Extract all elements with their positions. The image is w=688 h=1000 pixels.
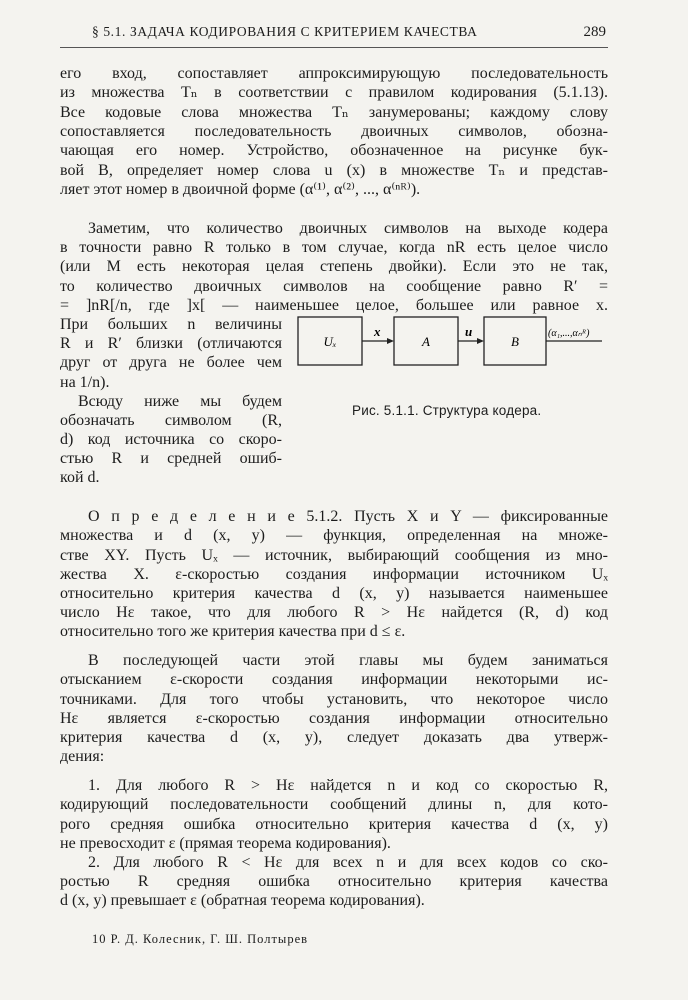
header-divider — [60, 47, 608, 48]
text-line: R и R′ близки (отличаются — [60, 335, 282, 352]
footer-signature: 10 Р. Д. Колесник, Г. Ш. Полтырев — [92, 932, 309, 946]
text-line: Hε является ε-скоростью создания информации относительно — [60, 710, 608, 727]
page-number: 289 — [583, 24, 606, 40]
text-line: на 1/n). — [60, 374, 110, 391]
text-line: точниками. Для того чтобы установить, что некоторое число — [60, 691, 608, 708]
arrow-x-label: x — [374, 324, 381, 339]
text-line: относительно того же критерия качества при d ≤ ε. — [60, 623, 406, 640]
text-line: его вход, сопоставляет аппроксимирующую последовательность — [60, 65, 608, 82]
arrow-u-label: u — [465, 324, 473, 339]
text-line: О п р е д е л е н и е 5.1.2. Пусть X и Y — фиксированные — [88, 508, 608, 525]
text-line: из множества Tₙ в соответствии с правилом кодирования (5.1.13). — [60, 84, 608, 101]
text-line: 2. Для любого R < Hε для всех n и для всех кодов со ско- — [88, 854, 608, 871]
source-label: Uₓ — [323, 334, 337, 349]
text-line: рого средняя ошибка относительно критерия качества d (x, y) — [60, 816, 608, 833]
text-line: жества X. ε-скоростью создания информации источником Uₓ — [60, 566, 608, 583]
text-line: = ]nR[/n, где ]x[ — наименьшее целое, большее или равное x. — [60, 297, 608, 314]
text-line: вой B, определяет номер слова u (x) в множестве Tₙ и представ- — [60, 162, 608, 179]
text-line: кой d. — [60, 469, 100, 486]
text-line: сопоставляется последовательность двоичных символов, обозна- — [60, 123, 608, 140]
text-line: отысканием ε-скорости создания информации некоторыми ис- — [60, 671, 608, 688]
text-line: ляет этот номер в двоичной форме (α⁽¹⁾, α⁽²⁾, ..., α⁽ⁿᴿ⁾). — [60, 181, 421, 198]
text-line: Заметим, что количество двоичных символов на выходе кодера — [88, 220, 608, 237]
text-line: кодирующий последовательности сообщений длины n, для кото- — [60, 796, 608, 813]
block-b-label: B — [511, 334, 519, 349]
encoder-figure — [290, 305, 608, 425]
text-line: При больших n величины — [60, 316, 282, 333]
text-line: относительно критерия качества d (x, y) называется наименьшее — [60, 585, 608, 602]
text-line: в точности равно R только в том случае, когда nR есть целое число — [60, 239, 608, 256]
text-line: то количество двоичных символов на сообщение равно R′ = — [60, 278, 608, 295]
running-header — [92, 24, 604, 40]
text-line: стью R и средней ошиб- — [60, 450, 282, 467]
text-line: друг от друга не более чем — [60, 354, 282, 371]
text-line: не превосходит ε (прямая теорема кодирования). — [60, 835, 391, 852]
text-line: d (x, y) превышает ε (обратная теорема кодирования). — [60, 892, 425, 909]
text-line: критерия качества d (x, y), следует доказать два утверж- — [60, 729, 608, 746]
text-line: множества и d (x, y) — функция, определенная на множе- — [60, 527, 608, 544]
output-label: (α₁,...,αₙᴿ) — [548, 328, 590, 339]
text-line: В последующей части этой главы мы будем заниматься — [88, 652, 608, 669]
arrowhead-u — [477, 338, 484, 344]
text-line: чающая его номер. Устройство, обозначенное на рисунке бук- — [60, 142, 608, 159]
text-line: обозначать символом (R, — [60, 412, 282, 429]
text-line: 1. Для любого R > Hε найдется n и код со скоростью R, — [88, 777, 608, 794]
text-line: Все кодовые слова множества Tₙ занумерованы; каждому слову — [60, 104, 608, 121]
text-line: ростью R средняя ошибка относительно критерия качества — [60, 873, 608, 890]
text-line: (или M есть некоторая целая степень двойки). Если это не так, — [60, 258, 608, 275]
encoder-diagram — [290, 305, 608, 400]
header-title: § 5.1. ЗАДАЧА КОДИРОВАНИЯ С КРИТЕРИЕМ КАЧЕСТВА — [92, 24, 478, 39]
text-line: стве XY. Пусть Uₓ — источник, выбирающий сообщения из мно- — [60, 547, 608, 564]
arrowhead-x — [387, 338, 394, 344]
text-line: d) код источника со скоро- — [60, 431, 282, 448]
text-line: Всюду ниже мы будем — [78, 393, 282, 410]
text-line: число Hε такое, что для любого R > Hε найдется (R, d) код — [60, 604, 608, 621]
block-a-label: A — [422, 334, 430, 349]
text-line: дения: — [60, 748, 105, 765]
figure-caption: Рис. 5.1.1. Структура кодера. — [352, 403, 542, 418]
